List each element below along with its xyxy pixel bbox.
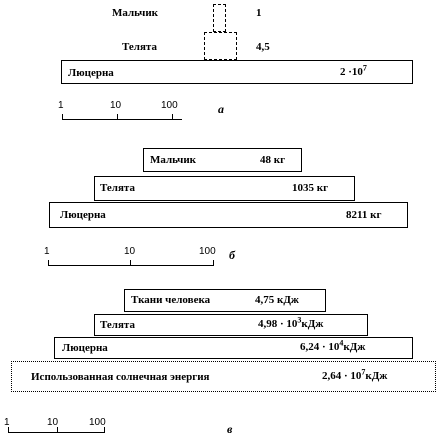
scale-tick-10-c: 10 [47, 417, 59, 428]
calf-label-c: Телята [100, 319, 135, 331]
panel-letter-b: б [229, 248, 235, 262]
boy-value-b: 48 кг [260, 154, 286, 166]
boy-value-a: 1 [256, 7, 262, 19]
panel-letter-c: в [227, 422, 233, 436]
calf-label-a: Телята [122, 41, 157, 53]
scale-tick-100-b: 100 [199, 246, 216, 257]
panel-letter-a: а [218, 102, 224, 116]
human-value-c: 4,75 кДж [255, 294, 299, 306]
alfalfa-value-c: $6,24 \cdot 10^4кДж$ [300, 338, 366, 353]
calf-value-a: 4,5 [256, 41, 270, 53]
scale-tick-10-b: 10 [124, 246, 136, 257]
calf-bar-c [94, 314, 368, 336]
alfalfa-value-b: 8211 кг [346, 209, 382, 221]
scale-tick-1-b: 1 [44, 246, 50, 257]
calf-value-c: $4,98 \cdot 10^3кДж$ [258, 315, 324, 330]
scale-tick-1-a: 1 [58, 100, 64, 111]
boy-label-a: Мальчик [112, 7, 159, 19]
alfalfa-label-a: Люцерна [68, 67, 114, 79]
boy-bar-a [213, 4, 226, 32]
scale-tick-10-a: 10 [110, 100, 122, 111]
calf-value-b: 1035 кг [292, 182, 329, 194]
scale-tick-1-c: 1 [4, 417, 10, 428]
solar-value-c: $2,64 \cdot 10^7кДж$ [322, 367, 388, 382]
solar-label-c: Использованная солнечная энергия [31, 371, 210, 383]
boy-label-b: Мальчик [150, 154, 197, 166]
human-label-c: Ткани человека [131, 294, 211, 306]
calf-label-b: Телята [100, 182, 135, 194]
alfalfa-label-b: Люцерна [60, 209, 106, 221]
scale-tick-100-a: 100 [161, 100, 178, 111]
alfalfa-value-a: $2 \cdot 10^7$ [340, 63, 367, 78]
scale-tick-100-c: 100 [89, 417, 106, 428]
calf-bar-a [204, 32, 237, 60]
alfalfa-label-c: Люцерна [62, 342, 108, 354]
